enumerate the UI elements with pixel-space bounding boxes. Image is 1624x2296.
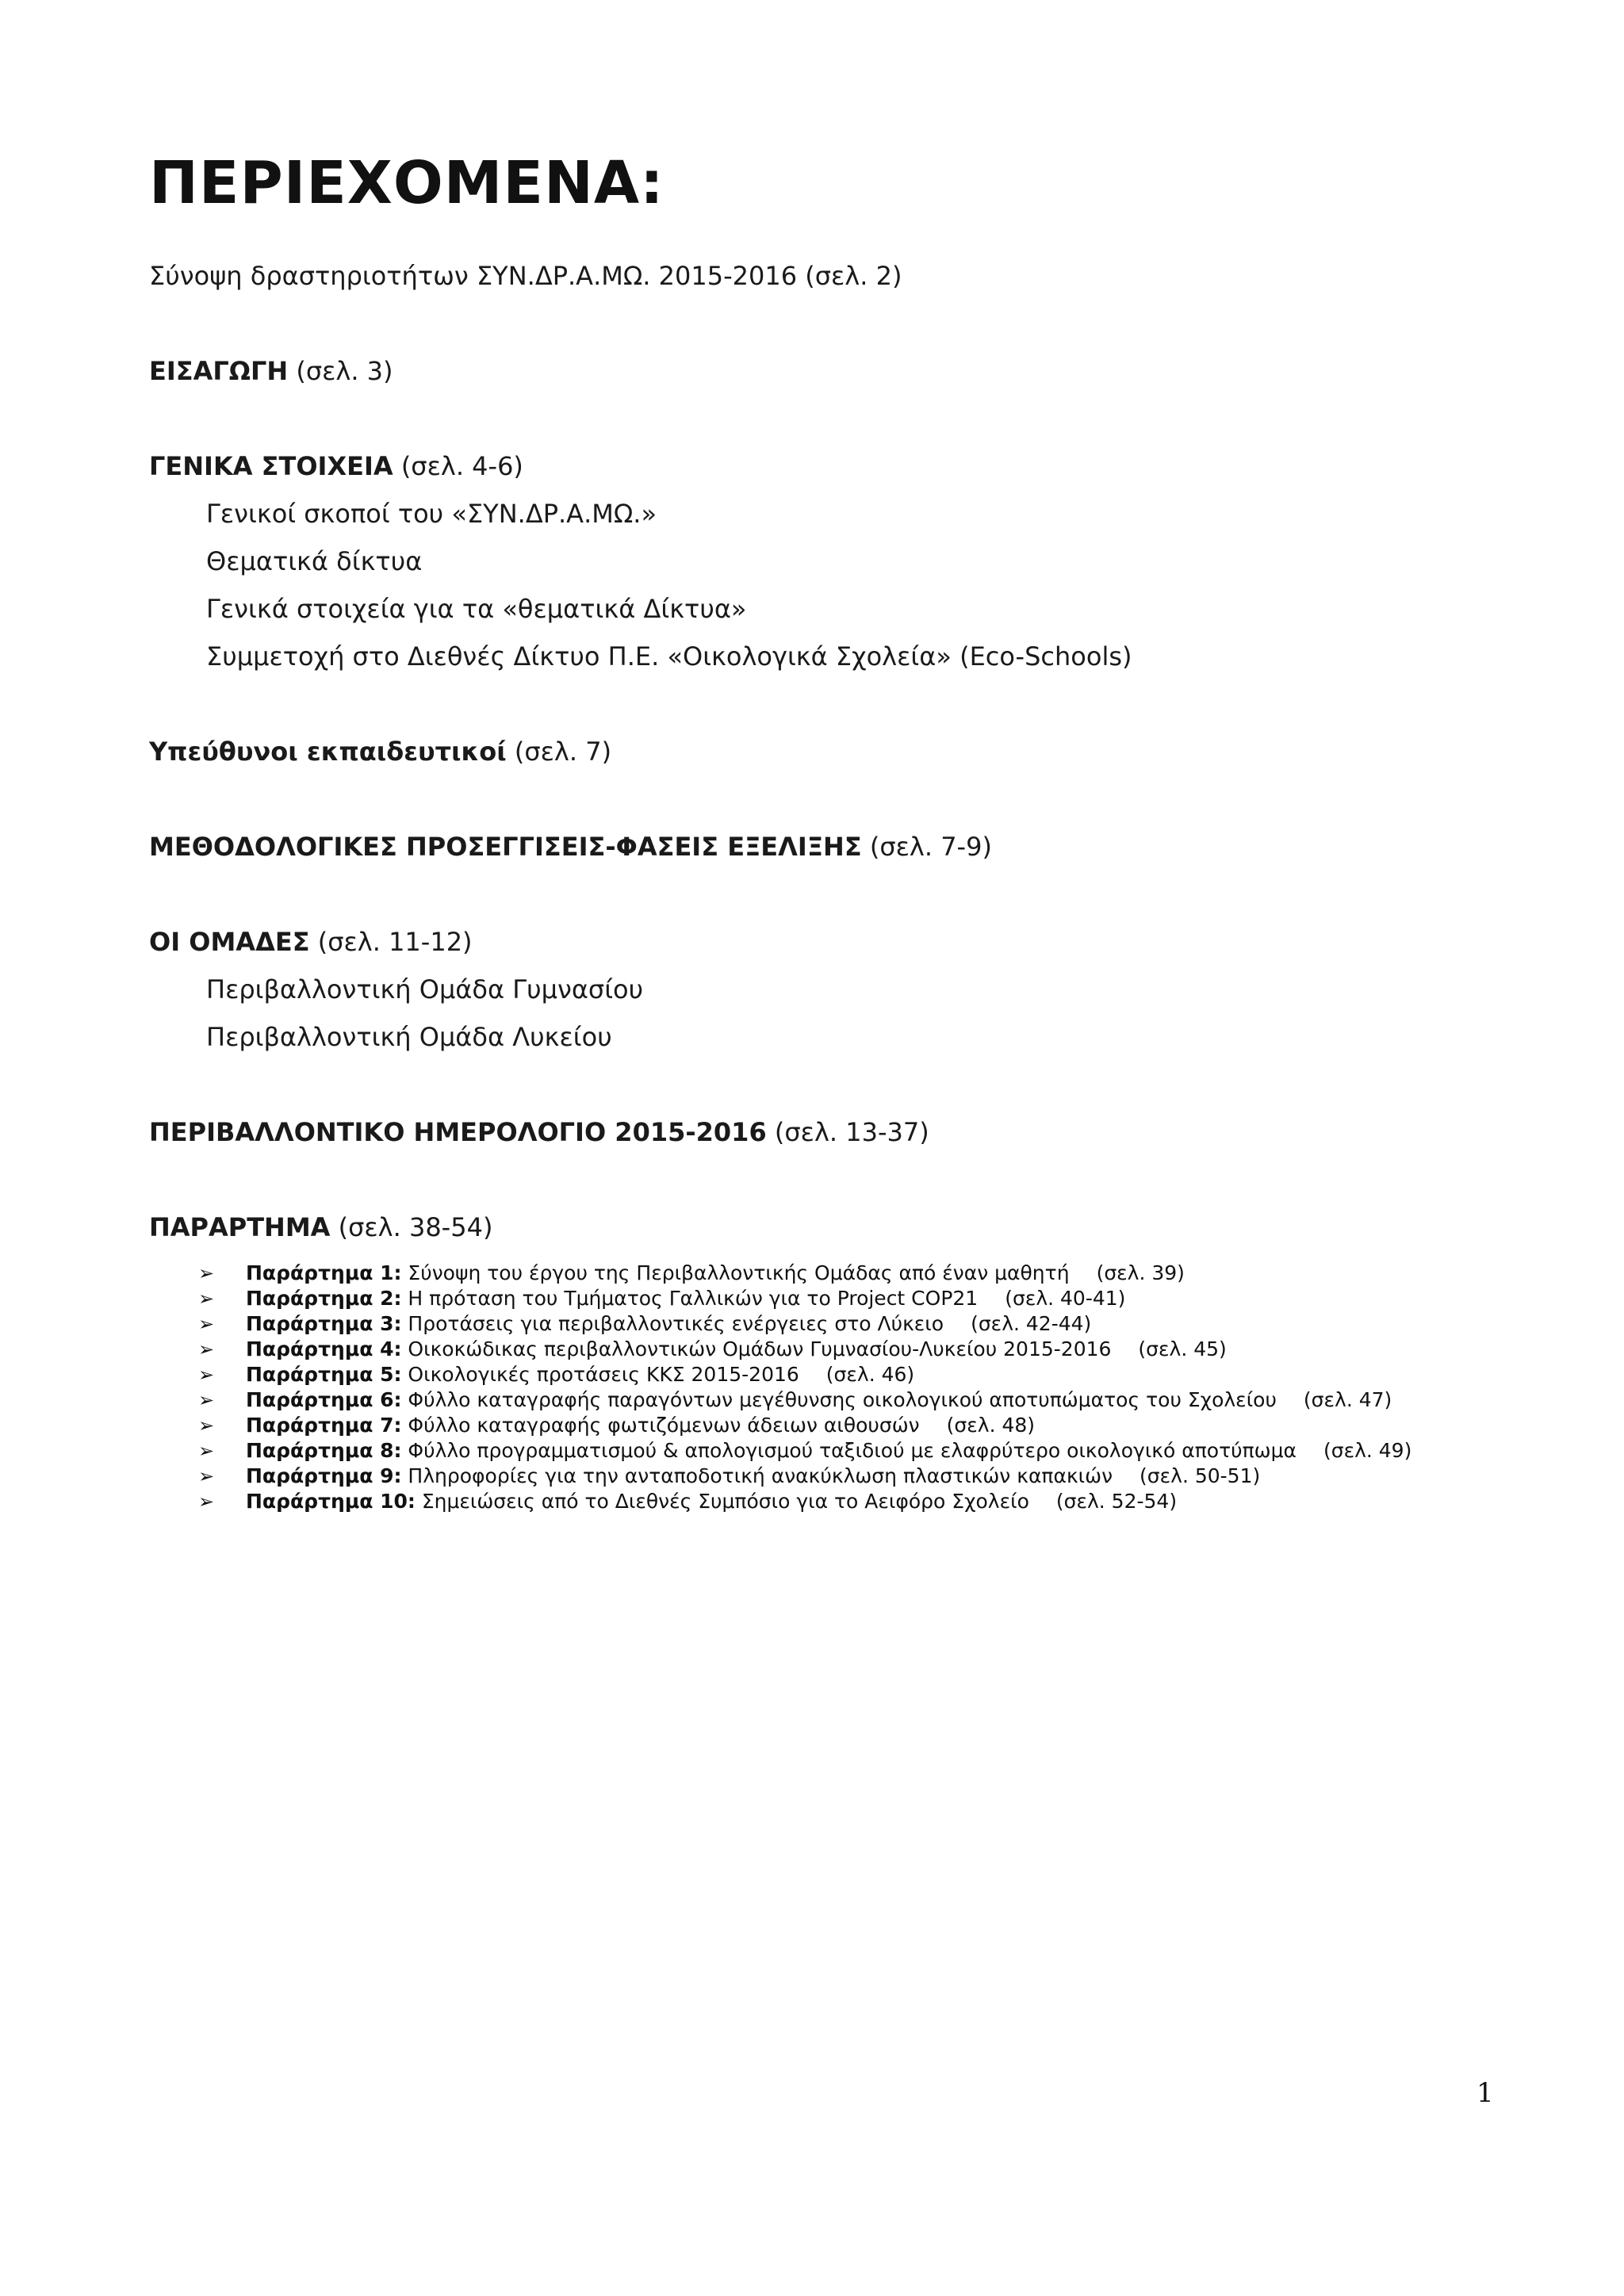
toc-entry-methodology: ΜΕΘΟΔΟΛΟΓΙΚΕΣ ΠΡΟΣΕΓΓΙΣΕΙΣ-ΦΑΣΕΙΣ ΕΞΕΛΙΞΗΣ (σελ. 7-9) (149, 832, 992, 862)
page-title: ΠΕΡΙΕΧΟΜΕΝΑ: (149, 149, 665, 217)
toc-subentry-gymnasium-group: Περιβαλλοντική Ομάδα Γυμνασίου (206, 974, 644, 1004)
bullet-arrow-icon: ➢ (198, 1288, 215, 1310)
appendix-item: ➢ Παράρτημα 5: Οικολογικές προτάσεις ΚΚΣ 2015-2016 (σελ. 46) (198, 1363, 915, 1386)
bullet-arrow-icon: ➢ (198, 1465, 215, 1487)
bullet-arrow-icon: ➢ (198, 1262, 215, 1284)
toc-subentry-thematic-networks: Θεματικά δίκτυα (206, 546, 423, 576)
appendix-item: ➢ Παράρτημα 3: Προτάσεις για περιβαλλοντικές ενέργειες στο Λύκειο (σελ. 42-44) (198, 1312, 1092, 1335)
toc-entry-calendar: ΠΕΡΙΒΑΛΛΟΝΤΙΚΟ ΗΜΕΡΟΛΟΓΙΟ 2015-2016 (σελ. 13-37) (149, 1117, 929, 1147)
toc-entry-general-info: ΓΕΝΙΚΑ ΣΤΟΙΧΕΙΑ (σελ. 4-6) (149, 451, 523, 481)
bullet-arrow-icon: ➢ (198, 1313, 215, 1335)
appendix-item: ➢ Παράρτημα 4: Οικοκώδικας περιβαλλοντικών Ομάδων Γυμνασίου-Λυκείου 2015-2016 (σελ. 45) (198, 1337, 1227, 1360)
appendix-item: ➢ Παράρτημα 8: Φύλλο προγραμματισμού & απολογισμού ταξιδιού με ελαφρύτερο οικολογικό αποτύπωμα (σελ. 49) (198, 1439, 1412, 1462)
toc-entry-summary: Σύνοψη δραστηριοτήτων ΣΥΝ.ΔΡ.Α.ΜΩ. 2015-2016 (σελ. 2) (149, 261, 902, 291)
bullet-arrow-icon: ➢ (198, 1490, 215, 1513)
bullet-arrow-icon: ➢ (198, 1364, 215, 1386)
bullet-arrow-icon: ➢ (198, 1414, 215, 1437)
page-number: 1 (1477, 2077, 1494, 2109)
appendix-item: ➢ Παράρτημα 7: Φύλλο καταγραφής φωτιζόμενων άδειων αιθουσών (σελ. 48) (198, 1414, 1036, 1437)
toc-entry-appendix: ΠΑΡΑΡΤΗΜΑ (σελ. 38-54) (149, 1212, 493, 1242)
bullet-arrow-icon: ➢ (198, 1389, 215, 1411)
toc-entry-groups: ΟΙ ΟΜΑΔΕΣ (σελ. 11-12) (149, 927, 473, 957)
appendix-item: ➢ Παράρτημα 9: Πληροφορίες για την ανταποδοτική ανακύκλωση πλαστικών καπακιών (σελ. 50-51) (198, 1464, 1261, 1487)
appendix-item: ➢ Παράρτημα 10: Σημειώσεις από το Διεθνές Συμπόσιο για το Αειφόρο Σχολείο (σελ. 52-54) (198, 1490, 1178, 1513)
toc-subentry-general-goals: Γενικοί σκοποί του «ΣΥΝ.ΔΡ.Α.ΜΩ.» (206, 499, 657, 529)
toc-subentry-eco-schools: Συμμετοχή στο Διεθνές Δίκτυο Π.Ε. «Οικολογικά Σχολεία» (Eco-Schools) (206, 641, 1132, 672)
toc-subentry-network-info: Γενικά στοιχεία για τα «θεματικά Δίκτυα» (206, 594, 747, 624)
appendix-item: ➢ Παράρτημα 2: Η πρόταση του Τμήματος Γαλλικών για το Project COP21 (σελ. 40-41) (198, 1287, 1126, 1310)
bullet-arrow-icon: ➢ (198, 1440, 215, 1462)
toc-entry-introduction: ΕΙΣΑΓΩΓΗ (σελ. 3) (149, 356, 393, 386)
bullet-arrow-icon: ➢ (198, 1338, 215, 1360)
appendix-item: ➢ Παράρτημα 1: Σύνοψη του έργου της Περιβαλλοντικής Ομάδας από έναν μαθητή (σελ. 39) (198, 1261, 1185, 1284)
toc-subentry-lyceum-group: Περιβαλλοντική Ομάδα Λυκείου (206, 1022, 612, 1052)
toc-entry-teachers: Υπεύθυνοι εκπαιδευτικοί (σελ. 7) (149, 737, 612, 767)
appendix-item: ➢ Παράρτημα 6: Φύλλο καταγραφής παραγόντων μεγέθυνσης οικολογικού αποτυπώματος του Σχολείου (σελ. 47) (198, 1388, 1392, 1411)
